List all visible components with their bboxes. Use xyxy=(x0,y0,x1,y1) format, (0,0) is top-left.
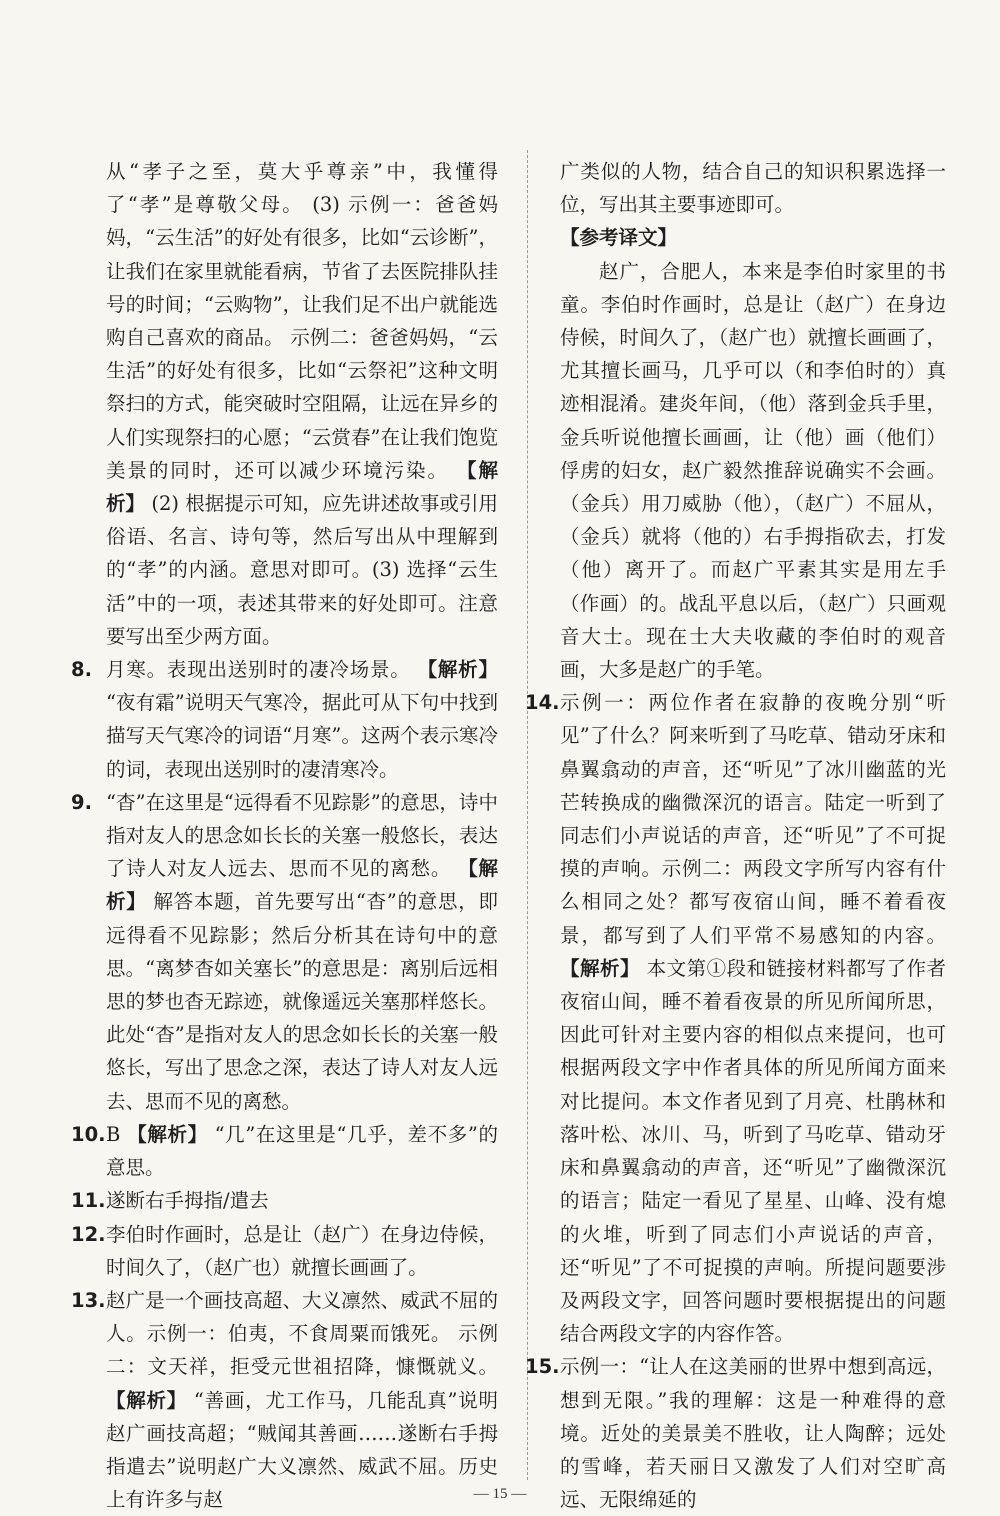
question-item xyxy=(71,1218,498,1284)
answer-text: 遂断右手拇指/遣去 xyxy=(106,1189,269,1213)
question-number: 14. xyxy=(525,691,560,715)
analysis-tag: 【解析】 xyxy=(106,1388,187,1412)
analysis-text: 本文第①段和链接材料都写了作者夜宿山间，睡不着看夜景的所见所闻所思，因此可针对主要内容的相似点来提问，也可根据两段文字中作者具体的所见所闻方面来对比提问。本文作者见到了月亮、杜鹃林和落叶松、冰川、马，听到了马吃草、错动牙床和鼻翼翕动的声音，还“听见”了幽微深沉的语言；陆定一看见了星星、山峰、没有熄的火堆，听到了同志们小声说话的声音，还“听见”了不可捉摸的声响。所提问题要涉及两段文字，回答问题时要根据提出的问题结合两段文字的内容作答。 xyxy=(560,956,946,1346)
question-item xyxy=(71,1118,498,1184)
analysis-text: 解答本题，首先要写出“杳”的意思，即远得看不见踪影；然后分析其在诗句中的意思。“离梦杳如关塞长”的意思是：离别后远相思的梦也杳无踪迹，就像遥远关塞那样悠长。此处“杳”是指对友人的思念如长长的关塞一般悠长，写出了思念之深，表达了诗人对友人远去、思而不见的离愁。 xyxy=(106,890,498,1113)
answer-text: B xyxy=(106,1122,121,1146)
question-item xyxy=(71,786,498,1118)
question-item xyxy=(71,653,498,786)
answer-text: 示例一：“让人在这美丽的世界中想到高远，想到无限。”我的理解：这是一种难得的意境。近处的美景美不胜收，让人陶醉；远处的雪峰，若天丽日又激发了人们对空旷高远、无限绵延的 xyxy=(560,1355,946,1512)
answer-text: “杳”在这里是“远得看不见踪影”的意思，诗中指对友人的思念如长长的关塞一般悠长，表达了诗人对友人远去、思而不见的离愁。 xyxy=(106,790,498,881)
continued-analysis: (2) 根据提示可知，应先讲述故事或引用俗语、名言、诗句等，然后写出从中理解到的“孝”的内涵。意思对即可。(3) 选择“云生活”中的一项，表述其带来的好处即可。注意要写出至少两方面。 xyxy=(106,492,498,648)
question-number: 10. xyxy=(71,1122,106,1146)
analysis-tag: 【解析】 xyxy=(417,658,498,682)
analysis-tag: 【解析】 xyxy=(560,956,640,980)
analysis-tag: 【解析】 xyxy=(127,1122,208,1146)
question-number: 8. xyxy=(71,658,92,682)
analysis-tag: 【解析】 xyxy=(106,857,498,914)
answer-text: 示例一：两位作者在寂静的夜晚分别“听见”了什么？阿来听到了马吃草、错动牙床和鼻翼翕动的声音，还“听见”了冰川幽蓝的光芒转换成的幽微深沉的语言。陆定一听到了同志们小声说话的声音，还“听见”了不可捉摸的声响。示例二：两段文字所写内容有什么相同之处？都写夜宿山间，睡不着看夜景，都写到了人们平常不易感知的内容。 xyxy=(560,691,946,947)
analysis-text: “几”在这里是“几乎，差不多”的意思。 xyxy=(106,1122,498,1180)
question-item xyxy=(525,686,946,1350)
question-number: 11. xyxy=(71,1189,106,1213)
continued-text: 从“孝子之至，莫大乎尊亲”中，我懂得了“孝”是尊敬父母。 (3) 示例一：爸爸妈妈，“云生活”的好处有很多，比如“云诊断”，让我们在家里就能看病，节省了去医院排队挂号的时间；“云购物”，让我们足不出户就能选购自己喜欢的商品。 示例二：爸爸妈妈，“云生活”的好处有很多，比如“云祭祀”这种文明祭扫的方式，能突破时空阻隔，让远在异乡的人们实现祭扫的心愿；“云赏春”在让我们饱览美景的同时，还可以减少环境污染。 xyxy=(106,160,498,482)
column-divider xyxy=(527,150,528,1480)
answer-text: 月寒。表现出送别时的凄冷场景。 xyxy=(106,658,411,682)
analysis-tag: 【解析】 xyxy=(106,458,498,516)
analysis-text: “夜有霜”说明天气寒冷，据此可从下句中找到描写天气寒冷的词语“月寒”。这两个表示寒冷的词，表现出送别时的凄清寒冷。 xyxy=(106,691,498,781)
continued-answer xyxy=(106,155,498,653)
answer-text: 李伯时作画时，总是让（赵广）在身边侍候，时间久了，（赵广也）就擅长画画了。 xyxy=(106,1222,498,1279)
question-number: 9. xyxy=(71,790,92,814)
continued-answer: 广类似的人物，结合自己的知识积累选择一位，写出其主要事迹即可。 xyxy=(560,160,946,217)
question-item xyxy=(71,1184,498,1217)
analysis-text: “善画，尤工作马，几能乱真”说明赵广画技高超；“贼闻其善画……遂断右手拇指遣去”说明赵广大义凛然、威武不屈。历史上有许多与赵 xyxy=(106,1388,498,1512)
left-column xyxy=(71,155,498,1516)
translation-heading: 【参考译文】 xyxy=(560,226,678,250)
question-number: 15. xyxy=(525,1355,560,1379)
page-number: — 15 — xyxy=(473,1486,527,1502)
translation-text: 赵广，合肥人，本来是李伯时家里的书童。李伯时作画时，总是让（赵广）在身边侍候，时间久了，（赵广也）就擅长画画了，尤其擅长画马，几乎可以（和李伯时的）真迹相混淆。建炎年间，（他）落到金兵手里，金兵听说他擅长画画，让（他）画（他们）俘虏的妇女，赵广毅然推辞说确实不会画。（金兵）用刀威胁（他），（赵广）不屈从，（金兵）就将（他的）右手拇指砍去，打发（他）离开了。而赵广平素其实是用左手（作画）的。战乱平息以后，（赵广）只画观音大士。现在士大夫收藏的李伯时的观音画，大多是赵广的手笔。 xyxy=(560,259,946,682)
answer-text: 赵广是一个画技高超、大义凛然、威武不屈的人。示例一：伯夷，不食周粟而饿死。 示例二：文天祥，拒受元世祖招降，慷慨就义。 xyxy=(106,1288,498,1379)
question-item xyxy=(71,1284,498,1516)
question-number: 12. xyxy=(71,1222,106,1246)
right-column xyxy=(525,155,946,1516)
question-number: 13. xyxy=(71,1288,106,1312)
